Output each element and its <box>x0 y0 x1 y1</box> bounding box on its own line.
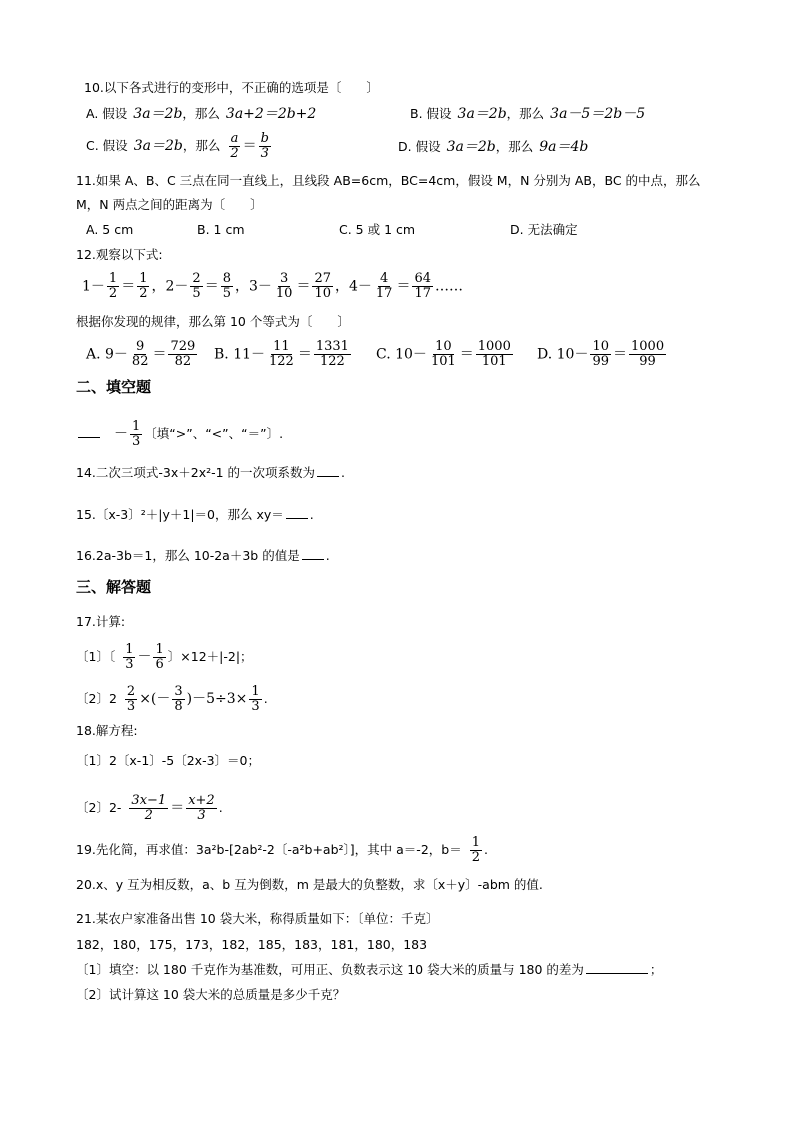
q12-stem: 12.观察以下式: <box>76 247 163 262</box>
q21-stem: 21.某农户家准备出售 10 袋大米，称得质量如下：〔单位：千克〕 <box>76 911 439 926</box>
section-title-fill-in: 二、填空题 <box>76 378 152 396</box>
q12-option-c[interactable]: C. 10－ $\frac{10}{101}$ ＝ $\frac{1000}{101}$ <box>376 339 511 369</box>
q17-part1: 〔1〕〔 $\frac{1}{3}$ － $\frac{1}{6}$ 〕×12＋|-2|； <box>76 642 253 672</box>
q12-option-d[interactable]: D. 10－ $\frac{10}{99}$ ＝ $\frac{1000}{99}$ <box>537 339 665 369</box>
q13: － $\frac{1}{3}$ 〔填“>”、“<”、“＝”〕. <box>76 420 283 449</box>
q11-option-b[interactable]: B. 1 cm <box>197 222 245 237</box>
option-label: A. 假设 <box>86 106 128 121</box>
q18-stem: 18.解方程: <box>76 723 138 738</box>
answer-blank[interactable] <box>586 961 648 974</box>
q18-part1: 〔1〕2〔x-1〕-5〔2x-3〕＝0； <box>76 753 260 768</box>
q10-option-b[interactable]: B. 假设 3a＝2b，那么 3a－5＝2b－5 <box>410 106 646 122</box>
option-label: C. 假设 <box>86 138 128 153</box>
q11-option-a[interactable]: A. 5 cm <box>86 222 134 237</box>
q11-option-c[interactable]: C. 5 或 1 cm <box>339 222 416 237</box>
q18-part2: 〔2〕2- $\frac{3x-1}{2}$ ＝ $\frac{x+2}{3}$ . <box>76 793 223 823</box>
q15: 15.〔x-3〕²＋|y＋1|＝0，那么 xy＝ . <box>76 507 314 522</box>
q10-stem: 10.以下各式进行的变形中，不正确的选项是〔 〕 <box>84 80 379 95</box>
q10-option-d[interactable]: D. 假设 3a＝2b，那么 9a＝4b <box>398 139 589 155</box>
q12-option-a[interactable]: A. 9－ $\frac{9}{82}$ ＝ $\frac{729}{82}$ <box>86 339 196 369</box>
q16: 16.2a-3b＝1，那么 10-2a＋3b 的值是 . <box>76 548 330 563</box>
option-label: D. 假设 <box>398 139 441 154</box>
q20: 20.x、y 互为相反数，a、b 互为倒数，m 是最大的负整数，求〔x＋y〕-abm 的值. <box>76 877 543 892</box>
q21-part2: 〔2〕试计算这 10 袋大米的总质量是多少千克？ <box>76 987 346 1002</box>
q11-option-d[interactable]: D. 无法确定 <box>510 222 578 237</box>
q10-option-a[interactable]: A. 假设 3a＝2b，那么 3a+2＝2b+2 <box>86 106 317 122</box>
q21-data: 182，180，175，173，182，185，183，181，180，183 <box>76 937 428 952</box>
q12-pattern: 1－ $\frac{1}{2}$ ＝ $\frac{1}{2}$ ，2－ $\frac{2}{5}$ ＝ $\frac{8}{5}$ ，3－ $\frac{3}{10}$ ＝ $\frac{27}{10}$ ，4－ $\frac{4}{17}$ ＝ $\frac{64}{17}$ …… <box>82 271 463 301</box>
answer-blank[interactable] <box>78 425 100 438</box>
option-label: B. 假设 <box>410 106 452 121</box>
q11-stem-line1: 11.如果 A、B、C 三点在同一直线上，且线段 AB=6cm，BC=4cm，假设 M，N 分别为 AB，BC 的中点，那么 <box>76 173 701 188</box>
answer-blank[interactable] <box>317 464 339 477</box>
fraction: $\frac{a}{2}$ <box>230 131 239 161</box>
q12-question: 根据你发现的规律，那么第 10 个等式为〔 〕 <box>76 314 350 329</box>
q11-stem-line2: M，N 两点之间的距离为〔 〕 <box>76 197 263 212</box>
answer-blank[interactable] <box>286 506 308 519</box>
fraction: $\frac{b}{3}$ <box>260 131 269 161</box>
q19: 19.先化简，再求值：3a²b-[2ab²-2〔-a²b+ab²〕]，其中 a＝-2，b＝ $\frac{1}{2}$ . <box>76 835 488 865</box>
section-title-answer: 三、解答题 <box>76 578 152 596</box>
q12-option-b[interactable]: B. 11－ $\frac{11}{122}$ ＝ $\frac{1331}{122}$ <box>214 339 349 369</box>
q17-part2: 〔2〕2 $\frac{2}{3}$ ×(－ $\frac{3}{8}$ )－5÷3× $\frac{1}{3}$ . <box>76 684 268 714</box>
q17-stem: 17.计算: <box>76 614 126 629</box>
q10-option-c[interactable]: C. 假设 3a＝2b，那么 $\frac{a}{2}$ ＝ $\frac{b}{3}$ <box>86 131 269 161</box>
answer-blank[interactable] <box>302 547 324 560</box>
q21-part1: 〔1〕填空：以 180 千克作为基准数，可用正、负数表示这 10 袋大米的质量与 180 的差为 ； <box>76 962 663 977</box>
q14: 14.二次三项式-3x＋2x²-1 的一次项系数为 . <box>76 465 346 480</box>
